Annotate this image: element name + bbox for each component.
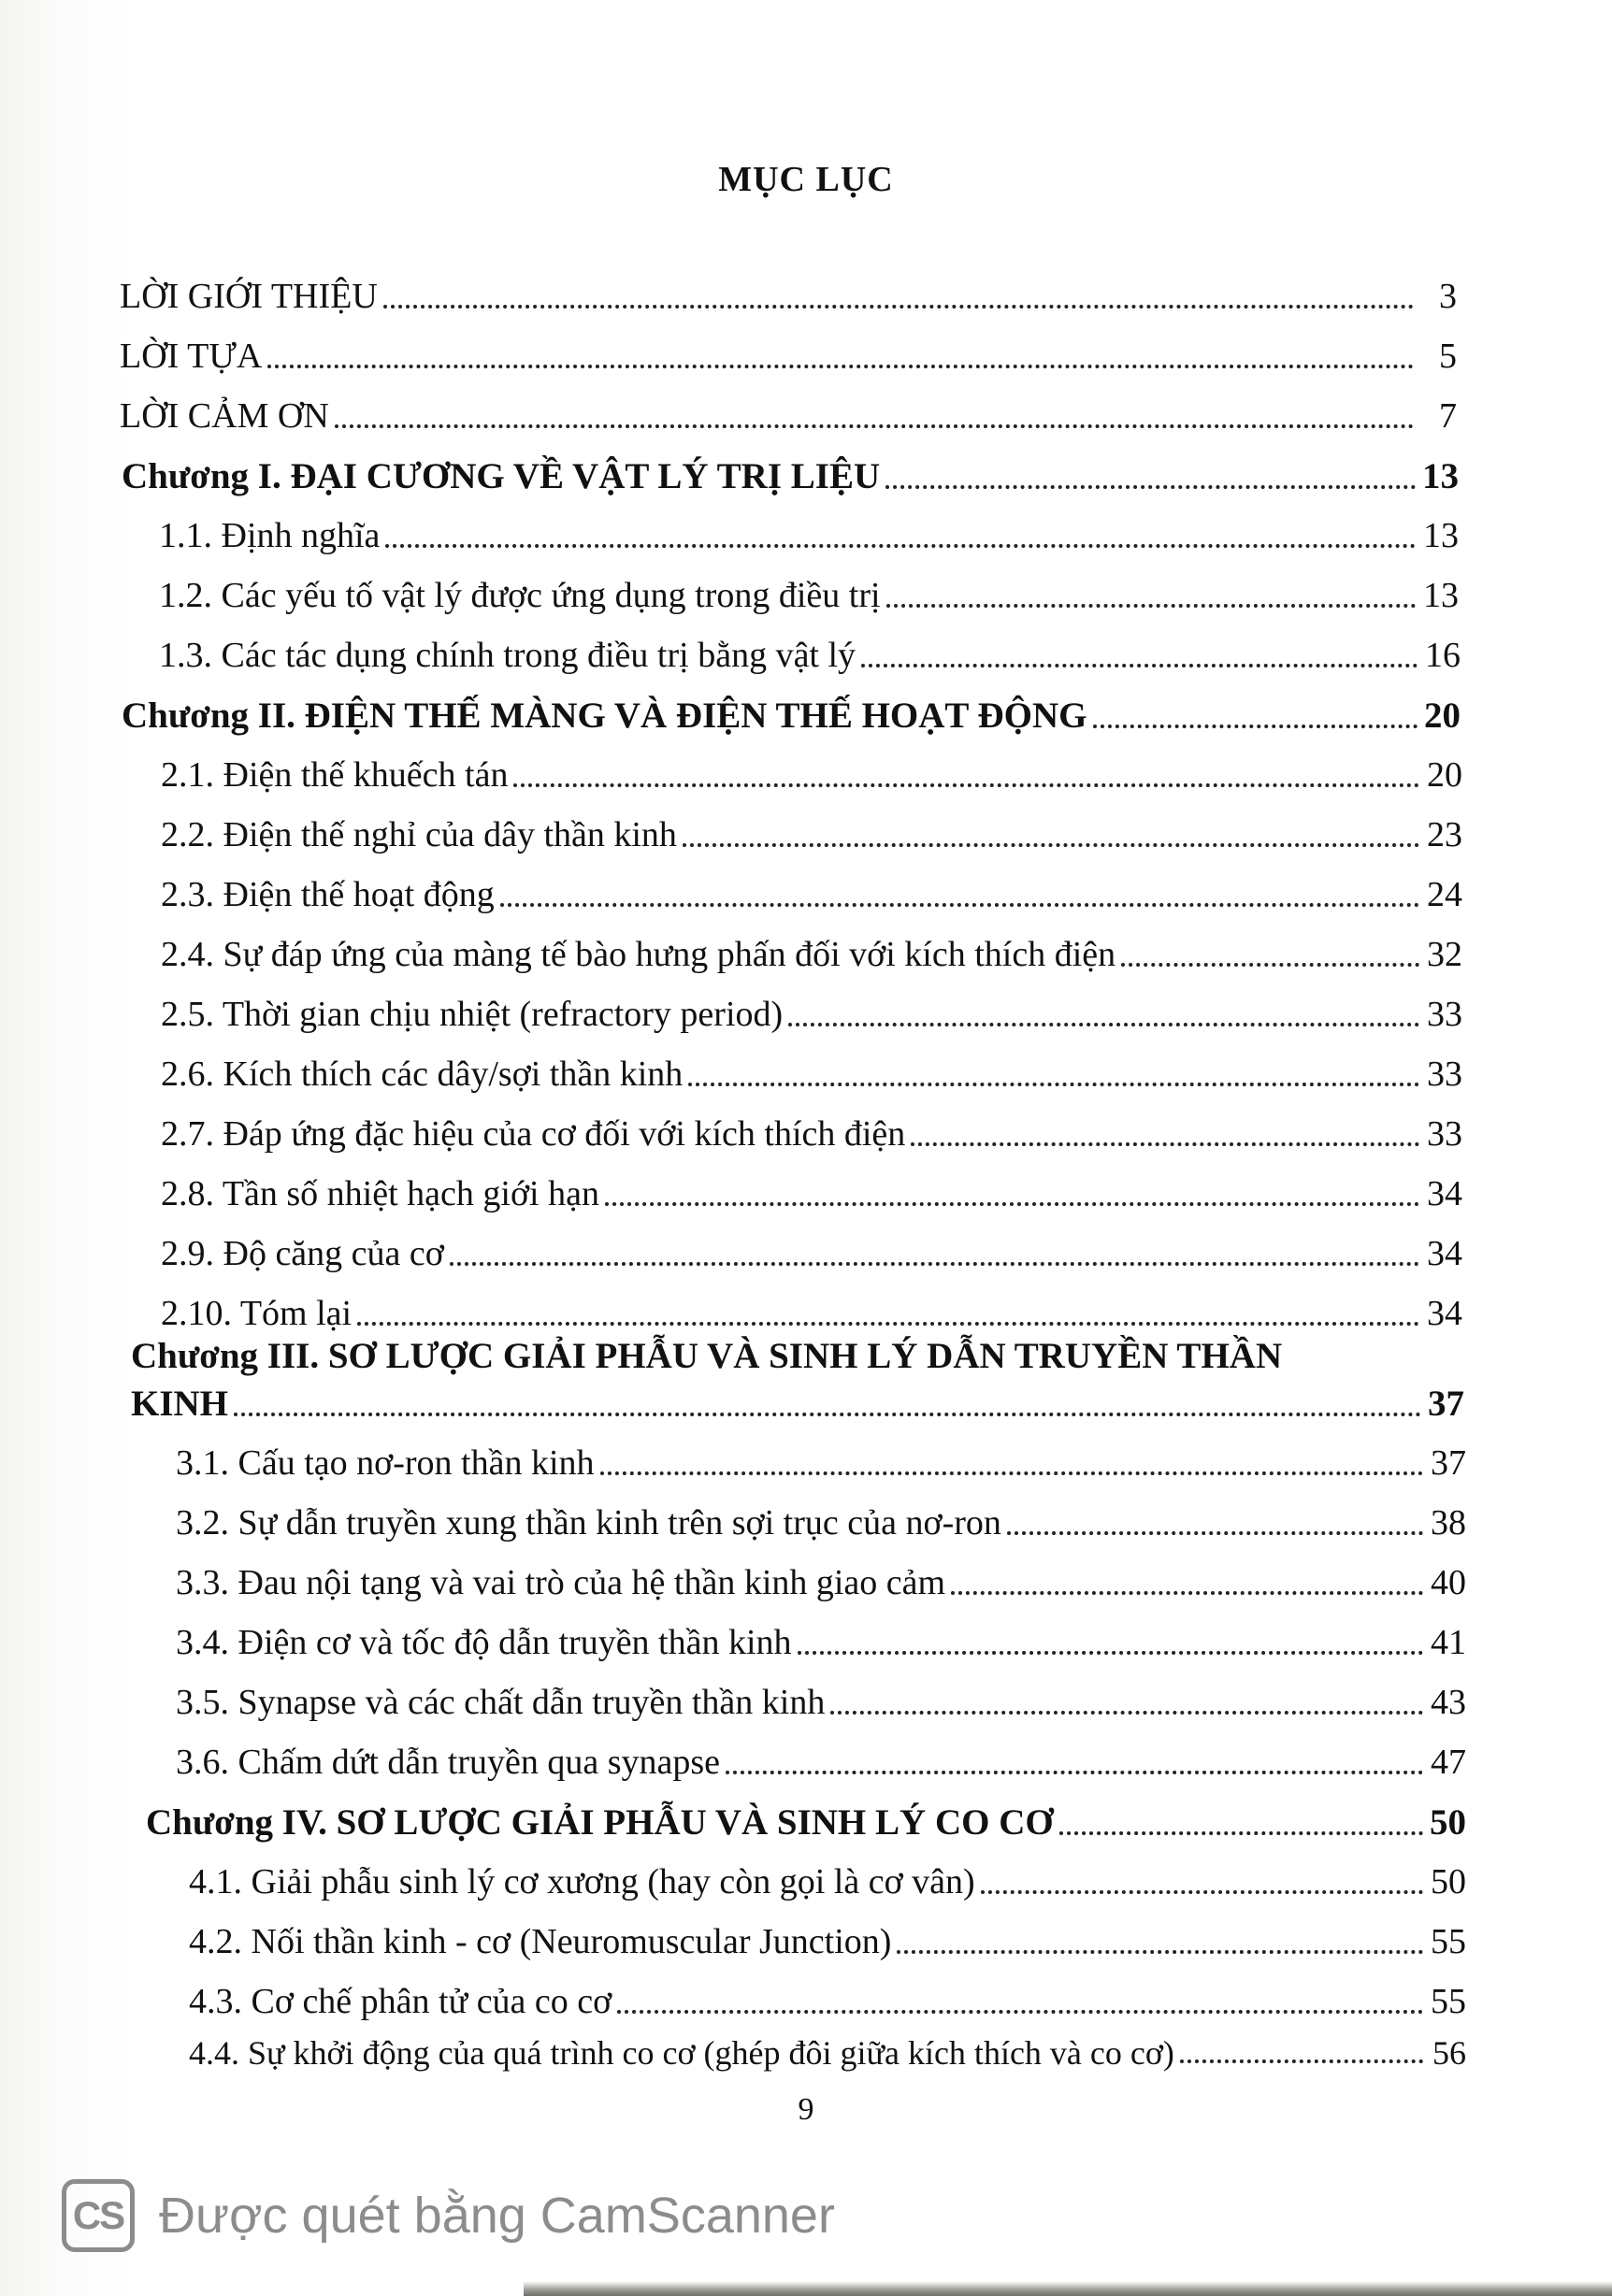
dot-leader	[383, 305, 1414, 309]
toc-entry	[176, 1743, 1466, 1784]
dot-leader	[981, 1890, 1423, 1894]
toc-entry-label: LỜI TỰA	[120, 337, 263, 376]
camscanner-logo-icon: CS	[62, 2179, 135, 2252]
toc-entry	[159, 576, 1459, 617]
toc-entry-page: 32	[1427, 935, 1462, 974]
toc-entry	[161, 755, 1462, 796]
toc-entry	[176, 1563, 1466, 1604]
toc-entry-page: 33	[1427, 1114, 1462, 1154]
toc-entry-label: 3.5. Synapse và các chất dẫn truyền thần kinh	[176, 1683, 826, 1722]
dot-leader	[1059, 1831, 1423, 1835]
dot-leader	[1180, 2059, 1423, 2063]
toc-entry	[120, 396, 1457, 438]
toc-entry	[176, 1623, 1466, 1664]
dot-leader	[357, 1322, 1419, 1326]
toc-entry	[176, 1503, 1466, 1544]
toc-entry-label: 2.6. Kích thích các dây/sợi thần kinh	[161, 1055, 684, 1094]
page-number: 9	[798, 2092, 814, 2127]
dot-leader	[385, 544, 1416, 548]
toc-entry	[189, 1922, 1466, 1963]
toc-entry	[176, 1683, 1466, 1724]
toc-entry	[189, 2034, 1466, 2073]
dot-leader	[886, 604, 1416, 608]
toc-entry-label: 2.10. Tóm lại	[161, 1294, 353, 1333]
toc-entry	[161, 995, 1462, 1036]
toc-entry	[159, 516, 1459, 557]
toc-entry-page: 34	[1427, 1174, 1462, 1213]
dot-leader	[600, 1471, 1423, 1475]
toc-entry-page: 55	[1431, 1922, 1466, 1961]
toc-entry-page: 20	[1424, 696, 1461, 736]
dot-leader	[861, 664, 1418, 667]
dot-leader	[335, 424, 1414, 428]
toc-chapter	[131, 1384, 1464, 1426]
dot-leader	[830, 1711, 1423, 1715]
dot-leader	[267, 365, 1414, 368]
toc-entry-page: 38	[1431, 1503, 1466, 1543]
toc-chapter	[122, 696, 1461, 738]
toc-entry	[161, 815, 1462, 856]
toc-entry-label: 4.4. Sự khởi động của quá trình co cơ (ghép đôi giữa kích thích và co cơ)	[189, 2034, 1174, 2072]
toc-entry-page: 24	[1427, 875, 1462, 914]
toc-entry-page: 7	[1439, 396, 1457, 436]
toc-entry-label: 3.6. Chấm dứt dẫn truyền qua synapse	[176, 1743, 721, 1782]
toc-entry-page: 13	[1423, 516, 1459, 555]
toc-entry-page: 20	[1427, 755, 1462, 795]
dot-leader	[911, 1142, 1419, 1146]
dot-leader	[1121, 963, 1419, 967]
toc-entry	[159, 636, 1461, 677]
toc-chapter	[146, 1802, 1466, 1844]
toc-entry-page: 40	[1431, 1563, 1466, 1602]
toc-entry-label: Chương II. ĐIỆN THẾ MÀNG VÀ ĐIỆN THẾ HOẠT ĐỘNG	[122, 696, 1087, 736]
toc-entry-label: 4.3. Cơ chế phân tử của co cơ	[189, 1982, 612, 2021]
dot-leader	[605, 1202, 1419, 1206]
toc-entry-page: 50	[1431, 1862, 1466, 1901]
toc-entry-page: 43	[1431, 1683, 1466, 1722]
toc-entry-label: 2.8. Tần số nhiệt hạch giới hạn	[161, 1174, 599, 1213]
toc-entry-label: 3.4. Điện cơ và tốc độ dẫn truyền thần kinh	[176, 1623, 792, 1662]
toc-entry-label: 2.7. Đáp ứng đặc hiệu của cơ đối với kích thích điện	[161, 1114, 906, 1154]
toc-chapter-heading: Chương III. SƠ LƯỢC GIẢI PHẪU VÀ SINH LÝ DẪN TRUYỀN THẦN	[131, 1336, 1283, 1376]
toc-entry-page: 33	[1427, 995, 1462, 1034]
scanner-watermark-text: Được quét bằng CamScanner	[159, 2188, 835, 2244]
toc-entry-page: 3	[1439, 277, 1457, 316]
toc-entry-label: 2.1. Điện thế khuếch tán	[161, 755, 509, 795]
toc-entry	[161, 935, 1462, 976]
dot-leader	[798, 1651, 1423, 1655]
toc-entry-label: 2.9. Độ căng của cơ	[161, 1234, 444, 1273]
page-bottom-edge	[524, 2281, 1612, 2296]
toc-entry	[120, 277, 1457, 318]
toc-entry	[161, 1294, 1462, 1335]
dot-leader	[1093, 725, 1418, 728]
toc-entry	[161, 1114, 1462, 1155]
toc-entry-label: 3.3. Đau nội tạng và vai trò của hệ thần kinh giao cảm	[176, 1563, 946, 1602]
toc-entry-page: 56	[1432, 2034, 1466, 2072]
toc-entry-label: 2.5. Thời gian chịu nhiệt (refractory period)	[161, 995, 784, 1034]
dot-leader	[1007, 1531, 1423, 1535]
toc-entry	[161, 1234, 1462, 1275]
toc-entry-label: Chương I. ĐẠI CƯƠNG VỀ VẬT LÝ TRỊ LIỆU	[122, 456, 881, 496]
toc-entry-page: 37	[1431, 1443, 1466, 1483]
toc-entry-page: 5	[1439, 337, 1457, 376]
toc-entry-label: Chương IV. SƠ LƯỢC GIẢI PHẪU VÀ SINH LÝ CO CƠ	[146, 1802, 1054, 1843]
toc-entry-page: 16	[1425, 636, 1461, 675]
toc-entry-label: KINH	[131, 1384, 229, 1424]
toc-chapter	[122, 456, 1459, 498]
dot-leader	[688, 1083, 1419, 1086]
toc-entry-page: 34	[1427, 1234, 1462, 1273]
dot-leader	[726, 1771, 1423, 1774]
toc-entry-label: 1.1. Định nghĩa	[159, 516, 381, 555]
dot-leader	[885, 485, 1416, 489]
dot-leader	[788, 1023, 1419, 1026]
toc-entry-label: 2.3. Điện thế hoạt động	[161, 875, 495, 914]
toc-entry-page: 13	[1422, 456, 1459, 496]
toc-entry-page: 37	[1428, 1384, 1464, 1424]
scanner-watermark	[62, 2174, 835, 2258]
toc-entry-label: 3.1. Cấu tạo nơ-ron thần kinh	[176, 1443, 595, 1483]
toc-entry-page: 23	[1427, 815, 1462, 854]
page-title: MỤC LỤC	[718, 160, 894, 199]
toc-entry-page: 33	[1427, 1055, 1462, 1094]
toc-entry	[161, 1174, 1462, 1215]
toc-entry	[189, 1982, 1466, 2023]
dot-leader	[617, 2010, 1423, 2014]
dot-leader	[450, 1262, 1419, 1266]
toc-entry	[120, 337, 1457, 378]
dot-leader	[951, 1591, 1423, 1595]
dot-leader	[500, 903, 1419, 907]
toc-entry-label: 1.2. Các yếu tố vật lý được ứng dụng trong điều trị	[159, 576, 881, 615]
toc-entry-label: 4.1. Giải phẫu sinh lý cơ xương (hay còn gọi là cơ vân)	[189, 1862, 975, 1901]
toc-entry-page: 50	[1430, 1802, 1466, 1843]
toc-entry-label: 2.2. Điện thế nghỉ của dây thần kinh	[161, 815, 677, 854]
dot-leader	[513, 783, 1419, 787]
dot-leader	[683, 843, 1419, 847]
toc-entry-label: 1.3. Các tác dụng chính trong điều trị bằng vật lý	[159, 636, 856, 675]
toc-entry-label: 3.2. Sự dẫn truyền xung thần kinh trên sợi trục của nơ-ron	[176, 1503, 1001, 1543]
toc-entry-page: 41	[1431, 1623, 1466, 1662]
toc-entry-page: 47	[1431, 1743, 1466, 1782]
dot-leader	[234, 1413, 1421, 1416]
toc-entry-page: 55	[1431, 1982, 1466, 2021]
toc-entry-label: LỜI CẢM ƠN	[120, 396, 329, 436]
toc-entry-label: LỜI GIỚI THIỆU	[120, 277, 378, 316]
toc-entry	[161, 875, 1462, 916]
toc-entry-label: 2.4. Sự đáp ứng của màng tế bào hưng phấn đối với kích thích điện	[161, 935, 1116, 974]
dot-leader	[897, 1950, 1423, 1954]
toc-entry-page: 34	[1427, 1294, 1462, 1333]
toc-entry-label: 4.2. Nối thần kinh - cơ (Neuromuscular Junction)	[189, 1922, 892, 1961]
toc-entry-page: 13	[1423, 576, 1459, 615]
toc-entry	[189, 1862, 1466, 1903]
toc-entry	[161, 1055, 1462, 1096]
toc-entry	[176, 1443, 1466, 1485]
